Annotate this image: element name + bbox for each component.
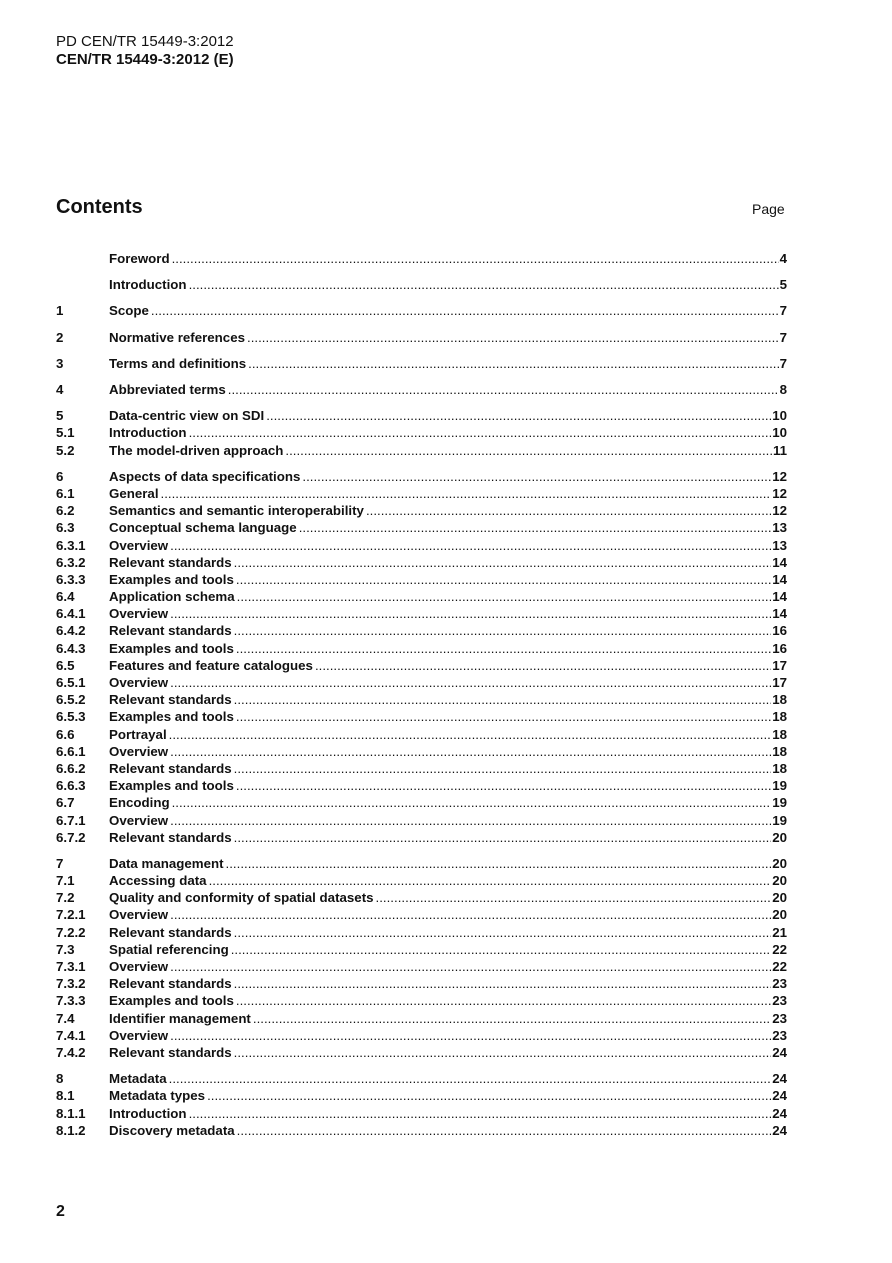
toc-dot-leader <box>228 381 779 398</box>
toc-entry-number: 7.4.2 <box>56 1044 86 1060</box>
toc-entry-number: 6.7.2 <box>56 829 86 845</box>
toc-entry-title: Relevant standards <box>109 829 232 845</box>
toc-entry-number: 3 <box>56 355 64 371</box>
toc-entry-number: 5 <box>56 408 64 424</box>
document-identifier <box>56 33 234 69</box>
toc-entry-page: 14 <box>772 554 787 570</box>
toc-entry-page: 18 <box>772 692 787 708</box>
toc-entry-number: 6 <box>56 468 64 484</box>
toc-entry-page: 7 <box>779 355 787 371</box>
toc-dot-leader <box>170 906 771 923</box>
toc-entry-page: 14 <box>772 589 787 605</box>
toc-entry-title: Overview <box>109 537 169 553</box>
toc-entry-number: 6.6.1 <box>56 743 86 759</box>
toc-entry-number: 7.1 <box>56 873 75 889</box>
toc-entry[interactable] <box>56 1044 787 1061</box>
toc-entry-number: 6.1 <box>56 485 75 501</box>
toc-entry-number: 5.2 <box>56 442 75 458</box>
toc-dot-leader <box>169 1070 772 1087</box>
toc-dot-leader <box>170 1027 771 1044</box>
toc-entry[interactable] <box>56 536 787 553</box>
toc-entry-page: 19 <box>772 812 787 828</box>
toc-entry-number: 6.6.2 <box>56 760 86 776</box>
toc-entry-number: 6.3.2 <box>56 554 86 570</box>
toc-entry[interactable] <box>56 442 787 459</box>
toc-entry[interactable] <box>56 355 787 372</box>
toc-entry-page: 17 <box>772 675 787 691</box>
toc-entry-page: 22 <box>772 959 787 975</box>
toc-entry-number: 6.7 <box>56 795 75 811</box>
toc-entry-page: 24 <box>772 1044 787 1060</box>
toc-entry-number: 6.6 <box>56 726 75 742</box>
toc-entry-page: 17 <box>772 657 787 673</box>
toc-entry[interactable] <box>56 1087 787 1104</box>
toc-entry[interactable] <box>56 554 787 571</box>
toc-entry[interactable] <box>56 519 787 536</box>
toc-entry-page: 12 <box>772 503 787 519</box>
toc-entry[interactable] <box>56 250 787 267</box>
toc-entry-title: Overview <box>109 907 169 923</box>
contents-heading: Contents <box>56 196 143 218</box>
toc-dot-leader <box>234 691 772 708</box>
toc-entry-number: 6.3 <box>56 520 75 536</box>
toc-entry-page: 22 <box>772 941 787 957</box>
toc-entry-title: Overview <box>109 606 169 622</box>
toc-entry-title: Introduction <box>109 277 187 293</box>
toc-entry[interactable] <box>56 1104 787 1121</box>
toc-entry-page: 23 <box>772 993 787 1009</box>
toc-dot-leader <box>170 674 771 691</box>
toc-dot-leader <box>302 468 771 485</box>
toc-entry-title: Introduction <box>109 1105 187 1121</box>
toc-entry[interactable] <box>56 941 787 958</box>
page-number: 2 <box>56 1203 65 1220</box>
toc-entry-page: 12 <box>772 485 787 501</box>
toc-entry-number: 7.3 <box>56 941 75 957</box>
toc-dot-leader <box>169 726 772 743</box>
toc-entry[interactable] <box>56 777 787 794</box>
toc-dot-leader <box>234 760 772 777</box>
toc-entry-title: Relevant standards <box>109 554 232 570</box>
toc-entry-number: 2 <box>56 329 64 345</box>
toc-dot-leader <box>248 355 778 372</box>
toc-entry-title: Encoding <box>109 795 170 811</box>
toc-entry-number: 8.1.1 <box>56 1105 86 1121</box>
toc-entry-number: 6.7.1 <box>56 812 86 828</box>
toc-entry-title: The model-driven approach <box>109 442 284 458</box>
toc-dot-leader <box>234 1044 772 1061</box>
toc-dot-leader <box>236 640 771 657</box>
toc-dot-leader <box>231 941 771 958</box>
toc-entry-title: Relevant standards <box>109 692 232 708</box>
toc-entry-title: Relevant standards <box>109 623 232 639</box>
toc-entry[interactable] <box>56 571 787 588</box>
toc-entry-page: 7 <box>779 303 787 319</box>
toc-entry-title: Overview <box>109 1027 169 1043</box>
toc-dot-leader <box>189 1105 772 1122</box>
toc-dot-leader <box>189 276 779 293</box>
toc-entry[interactable] <box>56 829 787 846</box>
toc-dot-leader <box>253 1010 771 1027</box>
toc-entry-page: 20 <box>772 855 787 871</box>
toc-entry-number: 8.1.2 <box>56 1122 86 1138</box>
toc-entry-page: 16 <box>772 640 787 656</box>
toc-entry-page: 10 <box>772 425 787 441</box>
toc-entry-page: 10 <box>772 408 787 424</box>
toc-entry-number: 6.4.2 <box>56 623 86 639</box>
toc-entry-page: 13 <box>772 520 787 536</box>
toc-entry-title: Relevant standards <box>109 1044 232 1060</box>
toc-entry-title: Overview <box>109 959 169 975</box>
toc-entry-number: 6.5.3 <box>56 709 86 725</box>
toc-dot-leader <box>170 537 771 554</box>
toc-entry[interactable] <box>56 855 787 872</box>
toc-entry-number: 7 <box>56 855 64 871</box>
toc-dot-leader <box>234 924 772 941</box>
toc-entry-number: 7.3.1 <box>56 959 86 975</box>
document-id-line-2: CEN/TR 15449-3:2012 (E) <box>56 51 234 68</box>
toc-entry-page: 13 <box>772 537 787 553</box>
toc-entry-number: 7.2.1 <box>56 907 86 923</box>
toc-dot-leader <box>299 519 772 536</box>
toc-entry-title: Metadata types <box>109 1088 206 1104</box>
toc-entry-page: 20 <box>772 873 787 889</box>
toc-dot-leader <box>247 329 779 346</box>
toc-dot-leader <box>366 502 771 519</box>
toc-entry-page: 11 <box>772 442 787 458</box>
toc-dot-leader <box>161 485 772 502</box>
toc-entry-number: 6.4.1 <box>56 606 86 622</box>
toc-entry-number: 6.4 <box>56 589 75 605</box>
document-id-line-1: PD CEN/TR 15449-3:2012 <box>56 33 234 50</box>
toc-entry-number: 1 <box>56 303 64 319</box>
toc-entry-page: 20 <box>772 829 787 845</box>
toc-entry-title: Examples and tools <box>109 709 234 725</box>
toc-entry-page: 14 <box>772 571 787 587</box>
toc-entry-number: 6.3.1 <box>56 537 86 553</box>
toc-entry[interactable] <box>56 588 787 605</box>
toc-entry-page: 7 <box>779 329 787 345</box>
toc-entry-title: Portrayal <box>109 726 167 742</box>
toc-entry-page: 24 <box>772 1122 787 1138</box>
toc-entry-number: 7.2 <box>56 890 75 906</box>
toc-entry-number: 7.3.2 <box>56 976 86 992</box>
toc-entry-number: 6.5.1 <box>56 675 86 691</box>
toc-entry-page: 14 <box>772 606 787 622</box>
toc-entry-page: 23 <box>772 1010 787 1026</box>
toc-dot-leader <box>170 743 771 760</box>
toc-entry[interactable] <box>56 743 787 760</box>
toc-entry-number: 8 <box>56 1071 64 1087</box>
toc-entry-number: 6.4.3 <box>56 640 86 656</box>
toc-entry[interactable] <box>56 674 787 691</box>
toc-entry-number: 4 <box>56 382 64 398</box>
toc-dot-leader <box>234 975 772 992</box>
toc-entry-title: Abbreviated terms <box>109 382 226 398</box>
toc-entry-page: 20 <box>772 890 787 906</box>
toc-entry-page: 12 <box>772 468 787 484</box>
toc-entry-page: 18 <box>772 760 787 776</box>
toc-entry-title: Examples and tools <box>109 640 234 656</box>
toc-entry-title: General <box>109 485 159 501</box>
toc-entry-title: Relevant standards <box>109 760 232 776</box>
toc-dot-leader <box>236 708 771 725</box>
toc-entry[interactable] <box>56 302 787 319</box>
toc-entry-title: Introduction <box>109 425 187 441</box>
toc-dot-leader <box>315 657 771 674</box>
toc-entry-page: 5 <box>779 277 787 293</box>
toc-entry-page: 18 <box>772 743 787 759</box>
toc-entry-number: 7.2.2 <box>56 924 86 940</box>
toc-entry[interactable] <box>56 407 787 424</box>
toc-entry-title: Data management <box>109 855 224 871</box>
toc-entry-title: Semantics and semantic interoperability <box>109 503 364 519</box>
toc-dot-leader <box>266 407 771 424</box>
toc-entry-page: 24 <box>772 1071 787 1087</box>
toc-dot-leader <box>151 302 779 319</box>
toc-entry-page: 4 <box>779 251 787 267</box>
toc-dot-leader <box>172 794 772 811</box>
toc-entry-page: 8 <box>779 382 787 398</box>
toc-entry[interactable] <box>56 975 787 992</box>
toc-entry-title: Aspects of data specifications <box>109 468 301 484</box>
toc-entry[interactable] <box>56 811 787 828</box>
toc-entry-number: 7.3.3 <box>56 993 86 1009</box>
toc-entry-number: 6.2 <box>56 503 75 519</box>
toc-dot-leader <box>236 571 771 588</box>
toc-entry-title: Quality and conformity of spatial datasets <box>109 890 374 906</box>
toc-entry-title: Conceptual schema language <box>109 520 297 536</box>
toc-entry[interactable] <box>56 640 787 657</box>
toc-entry-number: 7.4.1 <box>56 1027 86 1043</box>
toc-entry-title: Spatial referencing <box>109 941 229 957</box>
toc-entry-number: 6.3.3 <box>56 571 86 587</box>
page-column-label: Page <box>752 201 785 217</box>
toc-entry-page: 19 <box>772 778 787 794</box>
toc-entry-number: 6.5.2 <box>56 692 86 708</box>
toc-entry[interactable] <box>56 794 787 811</box>
toc-entry[interactable] <box>56 872 787 889</box>
toc-entry[interactable] <box>56 708 787 725</box>
toc-entry[interactable] <box>56 381 787 398</box>
toc-entry-title: Relevant standards <box>109 976 232 992</box>
toc-entry-number: 7.4 <box>56 1010 75 1026</box>
toc-entry-title: Foreword <box>109 251 170 267</box>
toc-dot-leader <box>234 622 772 639</box>
toc-entry-page: 20 <box>772 907 787 923</box>
toc-entry-page: 21 <box>772 924 787 940</box>
toc-entry[interactable] <box>56 605 787 622</box>
toc-dot-leader <box>236 777 771 794</box>
toc-entry-page: 19 <box>772 795 787 811</box>
toc-entry-page: 16 <box>772 623 787 639</box>
toc-entry-title: Terms and definitions <box>109 355 247 371</box>
toc-entry-page: 18 <box>772 709 787 725</box>
toc-entry[interactable] <box>56 726 787 743</box>
toc-entry[interactable] <box>56 502 787 519</box>
toc-entry[interactable] <box>56 1010 787 1027</box>
toc-entry-title: Overview <box>109 675 169 691</box>
toc-entry[interactable] <box>56 958 787 975</box>
toc-dot-leader <box>170 958 771 975</box>
toc-dot-leader <box>207 1087 771 1104</box>
toc-dot-leader <box>376 889 772 906</box>
toc-entry-title: Discovery metadata <box>109 1122 235 1138</box>
toc-entry[interactable] <box>56 889 787 906</box>
toc-dot-leader <box>172 250 779 267</box>
toc-dot-leader <box>285 442 772 459</box>
toc-entry-title: Examples and tools <box>109 993 234 1009</box>
toc-entry-page: 18 <box>772 726 787 742</box>
toc-entry-title: Overview <box>109 812 169 828</box>
toc-dot-leader <box>234 554 772 571</box>
toc-entry-page: 24 <box>772 1088 787 1104</box>
toc-entry-title: Features and feature catalogues <box>109 657 313 673</box>
toc-dot-leader <box>226 855 772 872</box>
toc-dot-leader <box>209 872 772 889</box>
toc-entry[interactable] <box>56 468 787 485</box>
toc-entry-title: Scope <box>109 303 149 319</box>
toc-entry[interactable] <box>56 992 787 1009</box>
toc-entry-title: Normative references <box>109 329 245 345</box>
toc-dot-leader <box>236 992 771 1009</box>
toc-entry-page: 23 <box>772 1027 787 1043</box>
table-of-contents <box>56 250 787 1139</box>
toc-dot-leader <box>237 588 772 605</box>
toc-entry-number: 5.1 <box>56 425 75 441</box>
toc-entry[interactable] <box>56 924 787 941</box>
toc-entry[interactable] <box>56 622 787 639</box>
toc-entry[interactable] <box>56 906 787 923</box>
toc-entry-number: 6.5 <box>56 657 75 673</box>
toc-dot-leader <box>237 1122 772 1139</box>
toc-entry[interactable] <box>56 485 787 502</box>
toc-entry-number: 6.6.3 <box>56 778 86 794</box>
toc-entry-title: Examples and tools <box>109 778 234 794</box>
toc-entry-title: Overview <box>109 743 169 759</box>
toc-entry[interactable] <box>56 691 787 708</box>
toc-entry[interactable] <box>56 424 787 441</box>
toc-dot-leader <box>170 812 771 829</box>
toc-entry[interactable] <box>56 1027 787 1044</box>
toc-dot-leader <box>189 424 772 441</box>
toc-dot-leader <box>170 605 771 622</box>
toc-entry-title: Relevant standards <box>109 924 232 940</box>
toc-entry-number: 8.1 <box>56 1088 75 1104</box>
toc-dot-leader <box>234 829 772 846</box>
toc-entry-page: 24 <box>772 1105 787 1121</box>
toc-entry[interactable] <box>56 329 787 346</box>
toc-entry-title: Data-centric view on SDI <box>109 408 265 424</box>
toc-entry-title: Identifier management <box>109 1010 251 1026</box>
toc-entry-page: 23 <box>772 976 787 992</box>
toc-entry[interactable] <box>56 276 787 293</box>
toc-entry[interactable] <box>56 760 787 777</box>
toc-entry-title: Accessing data <box>109 873 207 889</box>
toc-entry-title: Metadata <box>109 1071 167 1087</box>
toc-entry-title: Application schema <box>109 589 235 605</box>
toc-entry[interactable] <box>56 1122 787 1139</box>
toc-entry-title: Examples and tools <box>109 571 234 587</box>
toc-entry[interactable] <box>56 657 787 674</box>
toc-entry[interactable] <box>56 1070 787 1087</box>
